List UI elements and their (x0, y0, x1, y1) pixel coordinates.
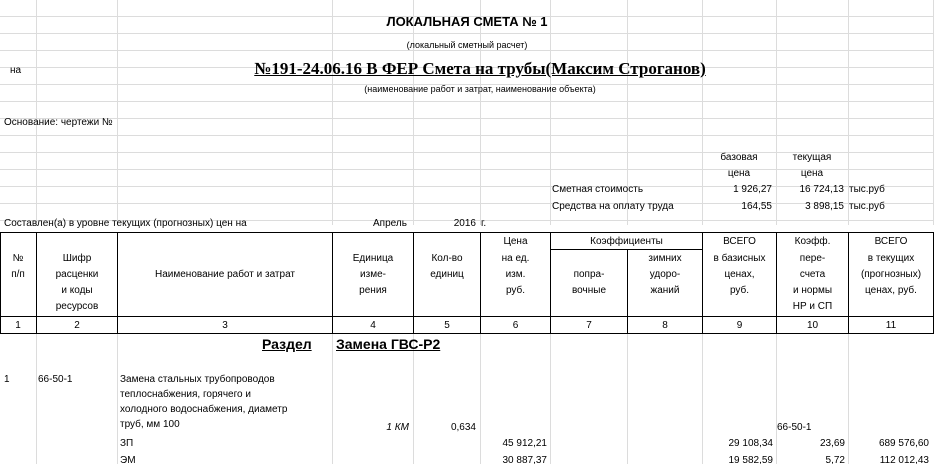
header-col9-line4: руб. (729, 285, 750, 296)
col-number: 4 (370, 320, 376, 331)
col-number: 1 (15, 320, 21, 331)
base-price-header-1: базовая (720, 152, 758, 163)
col-number: 11 (885, 320, 897, 331)
gridline (36, 0, 37, 225)
subrow-total: 689 576,60 (878, 438, 929, 449)
header-col8-line3: жаний (650, 285, 680, 296)
estimated-cost-current: 16 724,13 (799, 184, 844, 195)
row-name-line3: холодного водоснабжения, диаметр (120, 404, 288, 415)
basis-label: Основание: чертежи № (4, 117, 113, 128)
table-border (0, 333, 934, 334)
gridline (627, 334, 628, 464)
subrow-coef: 23,69 (819, 438, 845, 449)
col-number: 10 (806, 320, 819, 331)
header-col11-line1: ВСЕГО (874, 236, 908, 247)
col-number: 9 (736, 320, 743, 331)
col-number: 8 (662, 320, 668, 331)
table-border (0, 232, 934, 233)
compiled-year: 2016 (453, 218, 476, 229)
gridline (413, 0, 414, 225)
gridline (550, 334, 551, 464)
header-col6-line1: Цена (503, 236, 528, 247)
header-col10-line5: НР и СП (792, 301, 833, 312)
subrow-total: 112 012,43 (879, 455, 929, 464)
header-col7-line2: вочные (571, 285, 607, 296)
gridline (480, 0, 481, 225)
header-col9-line1: ВСЕГО (723, 236, 756, 247)
labor-cost-label: Средства на оплату труда (552, 201, 674, 212)
header-coefficients: Коэффициенты (590, 236, 663, 247)
row-code2: 66-50-1 (777, 422, 812, 433)
header-col7-line1: попра- (573, 269, 605, 280)
subrow-price: 45 912,21 (502, 438, 547, 449)
col-number: 2 (74, 320, 80, 331)
row-name-line4: труб, мм 100 (120, 419, 180, 430)
estimated-cost-unit: тыс.руб (849, 184, 885, 195)
table-border (550, 249, 702, 250)
subrow-label: ЗП (120, 438, 134, 449)
row-unit: 1 КМ (386, 422, 409, 433)
header-col10-line3: счета (799, 269, 826, 280)
header-col6-line2: на ед. (501, 253, 530, 264)
subrow-base: 19 582,59 (728, 455, 773, 464)
gridline (117, 334, 118, 464)
row-name-line2: теплоснабжения, горячего и (120, 389, 251, 400)
object-caption: (наименование работ и затрат, наименование объекта) (364, 84, 596, 94)
header-col9-line3: ценах, (724, 269, 755, 280)
na-label: на (10, 65, 22, 76)
header-col8-line2: удоро- (649, 269, 681, 280)
gridline (36, 334, 37, 464)
estimate-table (0, 232, 934, 464)
col-number: 5 (444, 320, 450, 331)
header-col1-line2: п/п (11, 269, 25, 280)
header-col4-line3: рения (359, 285, 387, 296)
estimated-cost-base: 1 926,27 (733, 184, 772, 195)
row-name-line1: Замена стальных трубопроводов (120, 374, 275, 385)
header-col1-line1: № (12, 253, 24, 264)
document-title: ЛОКАЛЬНАЯ СМЕТА № 1 (386, 14, 548, 29)
header-col10-line4: и нормы (792, 285, 833, 296)
subrow-coef: 5,72 (825, 455, 845, 464)
section-label: Раздел (262, 336, 312, 352)
gridline (550, 0, 551, 225)
header-col5-line2: единиц (430, 269, 464, 280)
labor-cost-current: 3 898,15 (805, 201, 844, 212)
labor-cost-base: 164,55 (741, 201, 772, 212)
labor-cost-unit: тыс.руб (849, 201, 885, 212)
header-col2-line1: Шифр (62, 253, 92, 264)
table-border (0, 316, 934, 317)
estimated-cost-label: Сметная стоимость (552, 184, 644, 195)
header-col8-line1: зимних (648, 253, 682, 264)
object-name: №191-24.06.16 В ФЕР Смета на трубы(Максим Строганов) (254, 59, 706, 78)
compiled-year-suffix: г. (481, 218, 487, 229)
section-name: Замена ГВС-Р2 (336, 336, 441, 352)
header-col4-line1: Единица (352, 253, 394, 264)
gridline (332, 334, 333, 464)
header-col2-line2: расценки (55, 269, 99, 280)
subrow-label: ЭМ (120, 455, 136, 464)
header-col6-line4: руб. (505, 285, 526, 296)
header-col3: Наименование работ и затрат (154, 269, 295, 280)
col-number: 7 (586, 320, 592, 331)
subrow-price: 30 887,37 (502, 455, 547, 464)
row-code: 66-50-1 (38, 374, 73, 385)
current-price-header-1: текущая (792, 152, 832, 163)
gridline (117, 0, 118, 225)
base-price-header-2: цена (727, 168, 751, 179)
header-col6-line3: изм. (505, 269, 526, 280)
compiled-month: Апрель (373, 218, 407, 229)
gridline (413, 334, 414, 464)
col-number: 3 (222, 320, 228, 331)
col-number: 6 (512, 320, 519, 331)
current-price-header-2: цена (800, 168, 824, 179)
gridline (332, 0, 333, 225)
header-col4-line2: изме- (360, 269, 386, 280)
row-number: 1 (4, 374, 10, 385)
header-col10-line1: Коэфф. (794, 236, 831, 247)
header-col11-line2: в текущих (867, 253, 915, 264)
document-subtitle: (локальный сметный расчет) (406, 40, 528, 50)
subrow-base: 29 108,34 (728, 438, 773, 449)
header-col2-line3: и коды (61, 285, 93, 296)
header-col11-line4: ценах, руб. (865, 285, 917, 296)
compiled-label: Составлен(а) в уровне текущих (прогнозных) цен на (4, 218, 247, 229)
header-col10-line2: пере- (799, 253, 826, 264)
header-col5-line1: Кол-во (431, 253, 463, 264)
row-qty: 0,634 (450, 422, 476, 433)
header-col11-line3: (прогнозных) (860, 269, 922, 280)
header-col2-line4: ресурсов (55, 301, 99, 312)
header-col9-line2: в базисных (713, 253, 766, 264)
